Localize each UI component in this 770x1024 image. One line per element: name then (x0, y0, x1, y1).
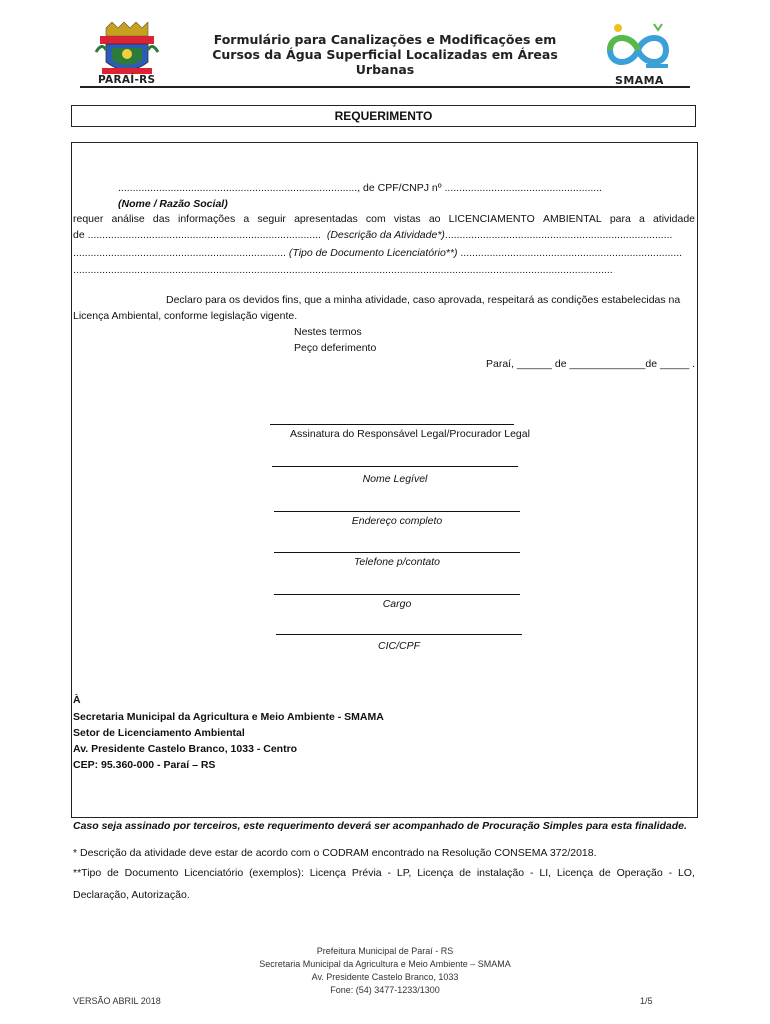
address-label: Endereço completo (351, 515, 443, 527)
activity-description-label: (Descrição da Atividade*) (326, 229, 445, 241)
word: para (609, 213, 631, 225)
document-type-line (73, 247, 682, 259)
city-label: PARAÍ-RS (98, 74, 156, 86)
word: LICENCIAMENTO (448, 213, 535, 225)
form-header-title (190, 32, 580, 77)
document-type-note-cont: Declaração, Autorização. (73, 889, 190, 901)
word: de (107, 867, 119, 879)
word: LP, (396, 867, 412, 879)
word: Licenciatório (184, 867, 244, 879)
word: Licença (417, 867, 454, 879)
footer-line: Av. Presidente Castelo Branco, 1033 (311, 972, 459, 982)
word: instalação (476, 867, 525, 879)
word: a (638, 213, 645, 225)
word: seguir (257, 213, 286, 225)
phone-line[interactable] (274, 552, 520, 553)
header-title-line: Cursos da Água Superficial Localizadas em Áreas (212, 47, 558, 62)
name-cpf-line (118, 182, 602, 194)
word: LO, (677, 867, 695, 879)
word: vistas (393, 213, 421, 225)
footer-line: Prefeitura Municipal de Paraí - RS (316, 946, 454, 956)
address-line-2: Setor de Licenciamento Ambiental (73, 727, 245, 739)
declaration-text: Declaro para os devidos fins, que a minha atividade, caso aprovada, respeitará as condições estabelecidas na (166, 294, 681, 306)
word: AMBIENTAL (542, 213, 602, 225)
date-line[interactable]: Paraí, ______ de _____________de _____ . (486, 358, 696, 370)
word: LI, (539, 867, 552, 879)
signature-label: Assinatura do Responsável Legal/Procurador Legal (290, 428, 530, 440)
word: das (152, 213, 170, 225)
word: informações (178, 213, 236, 225)
doc-type-fill-field-end[interactable]: ............................................................................ (460, 247, 683, 259)
page-number: 1/5 (640, 996, 653, 1006)
word: **Tipo (73, 867, 102, 879)
address-line-4: CEP: 95.360-000 - Paraí – RS (73, 759, 216, 771)
activity-fill-field-end[interactable]: .............................................................................. (444, 229, 673, 241)
form-title: REQUERIMENTO (334, 109, 433, 123)
word: Prévia (351, 867, 382, 879)
header-title-line: Urbanas (355, 62, 415, 77)
nestes-termos: Nestes termos (294, 326, 362, 338)
smama-logo-icon (598, 20, 678, 76)
doc-type-label: (Tipo de Documento Licenciatório**) (288, 247, 458, 259)
word: - (387, 867, 392, 879)
word: ao (428, 213, 441, 225)
word: apresentadas (294, 213, 358, 225)
cpf-field[interactable]: , de CPF/CNPJ nº ...................................................... (357, 182, 603, 194)
name-legivel-label: Nome Legível (362, 473, 428, 485)
word: - (668, 867, 673, 879)
footer-line: Fone: (54) 3477-1233/1300 (330, 985, 440, 995)
activity-note: * Descrição da atividade deve estar de acordo com o CODRAM encontrado na Resolução CONSEMA 372/2018. (73, 847, 597, 859)
word: requer (73, 213, 104, 225)
activity-fill-field[interactable]: de ................................................................................ (73, 229, 321, 241)
word: Licença (556, 867, 594, 879)
header-divider (80, 86, 690, 88)
declaration-text-cont: Licença Ambiental, conforme legislação vigente. (73, 310, 298, 322)
cpf-label: CIC/CPF (378, 640, 420, 652)
footer-line: Secretaria Municipal da Agricultura e Meio Ambiente – SMAMA (259, 959, 511, 969)
address-line-1: Secretaria Municipal da Agricultura e Meio Ambiente - SMAMA (73, 711, 384, 723)
role-line[interactable] (274, 594, 520, 595)
word: Documento (124, 867, 179, 879)
word: Licença (309, 867, 346, 879)
peco-deferimento: Peço deferimento (294, 342, 377, 354)
agency-label: SMAMA (615, 74, 664, 87)
role-label: Cargo (382, 598, 412, 610)
document-type-note (73, 867, 695, 879)
request-line (73, 213, 695, 225)
word: a (243, 213, 250, 225)
word: com (365, 213, 386, 225)
cpf-line[interactable] (276, 634, 522, 635)
name-label: (Nome / Razão Social) (118, 198, 228, 210)
version-label: VERSÃO ABRIL 2018 (73, 996, 161, 1006)
phone-label: Telefone p/contato (353, 556, 440, 568)
extra-fill-line[interactable]: ......................................................................................................................................................................................... (73, 264, 613, 276)
word: - (529, 867, 534, 879)
activity-line (73, 229, 672, 241)
name-line[interactable] (272, 466, 518, 467)
address-to: À (73, 694, 81, 706)
address-line-3: Av. Presidente Castelo Branco, 1033 - Centro (73, 743, 298, 755)
header-title-line: Formulário para Canalizações e Modificações em (213, 32, 557, 47)
address-line[interactable] (274, 511, 520, 512)
third-party-note: Caso seja assinado por terceiros, este requerimento deverá ser acompanhado de Procuração Simples para esta finalidade. (73, 820, 687, 832)
word: atividade (652, 213, 695, 225)
word: análise (111, 213, 145, 225)
word: (exemplos): (249, 867, 304, 879)
signature-line[interactable] (270, 424, 514, 425)
word: de (459, 867, 471, 879)
word: de (599, 867, 611, 879)
word: Operação (616, 867, 663, 879)
doc-type-fill-field[interactable]: ......................................................................... (73, 247, 286, 259)
name-fill-field[interactable]: .................................................................................. (118, 182, 358, 194)
